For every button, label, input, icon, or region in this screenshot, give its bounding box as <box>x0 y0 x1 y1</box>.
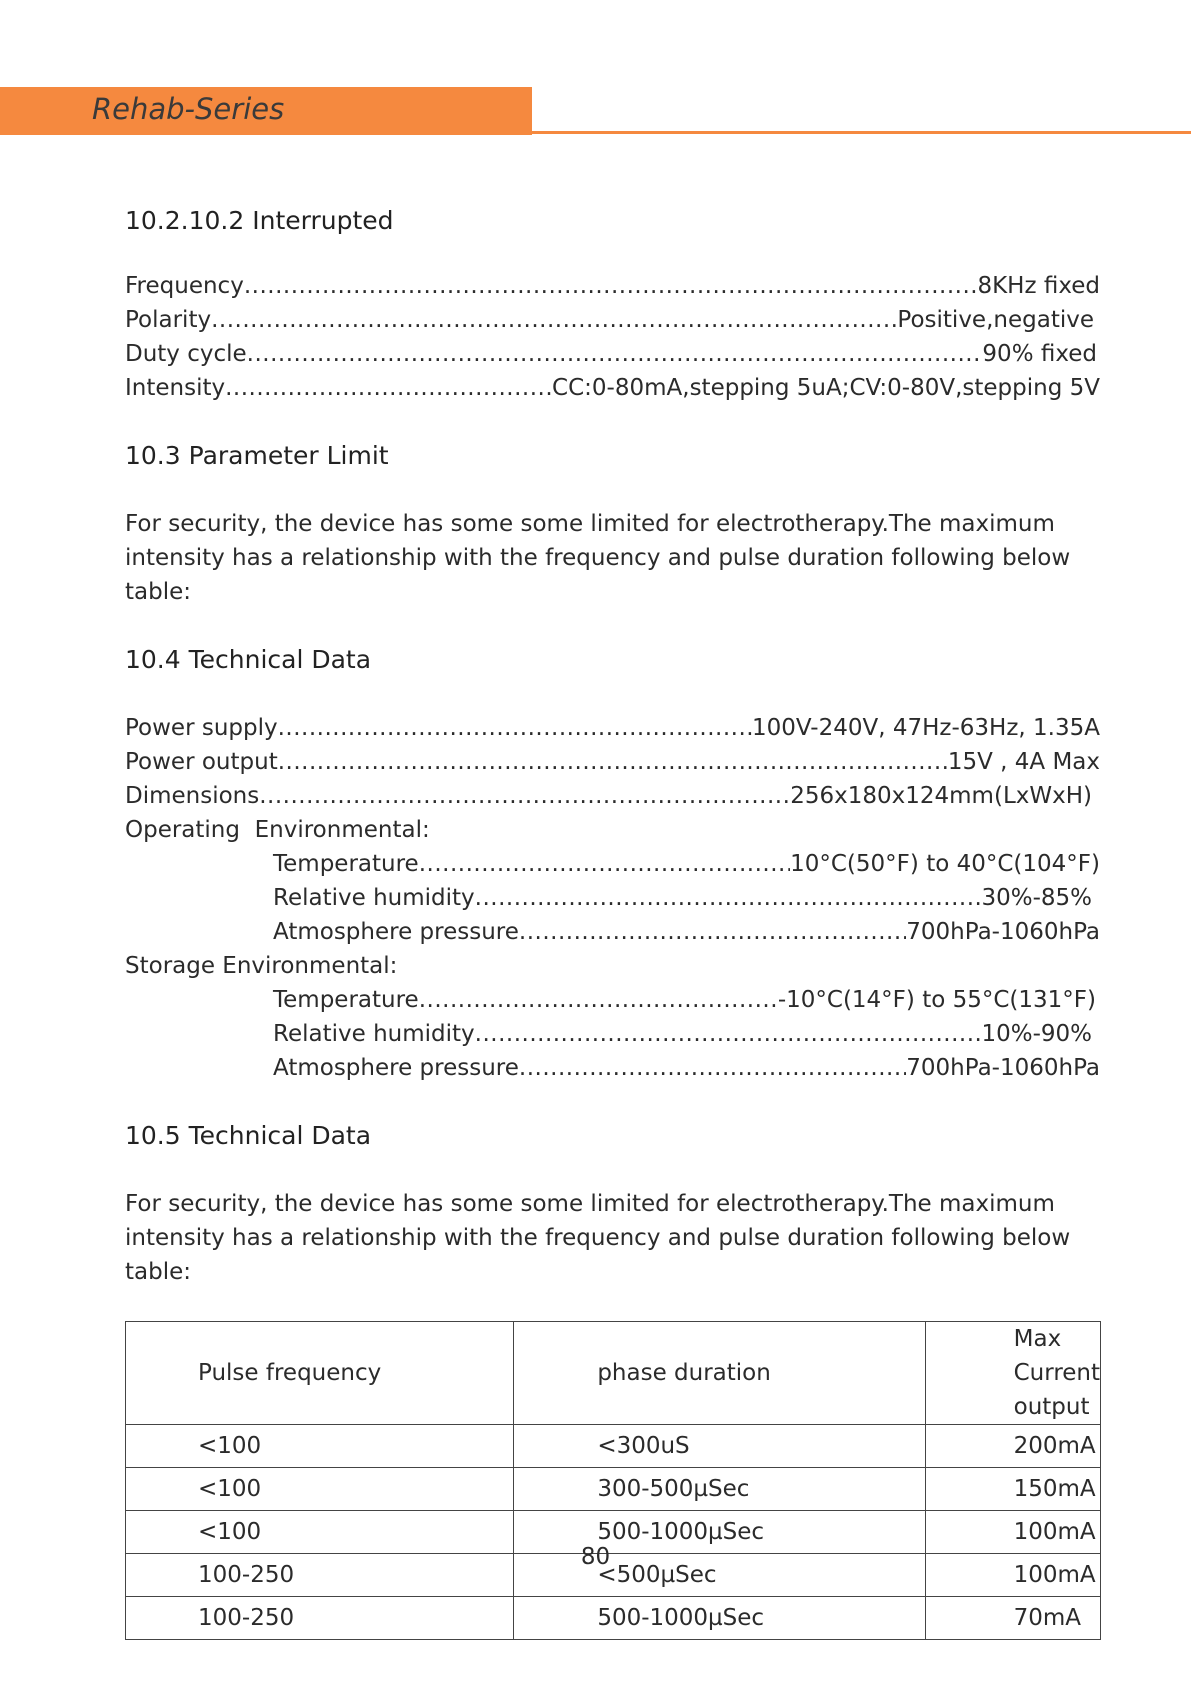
spec-row-power-output: Power output ..... 15V , 4A Max <box>125 745 1100 779</box>
table-cell: 300-500µSec <box>514 1468 925 1511</box>
table-cell: 100-250 <box>126 1597 514 1640</box>
paragraph-parameter-limit: For security, the device has some some limited for electrotherapy.The maximum intensity has a relationship with the frequency and pulse duration following below table: <box>125 511 1071 605</box>
section-heading-parameter-limit: 10.3 Parameter Limit <box>125 441 389 470</box>
spec-row-dimensions: Dimensions ..... 256x180x124mm(LxWxH) <box>125 779 1100 813</box>
table-cell: 500-1000µSec <box>514 1511 925 1554</box>
operating-environment-label: Operating Environmental: <box>125 817 430 843</box>
table-row <box>126 1597 1101 1640</box>
section-heading-technical-data: 10.4 Technical Data <box>125 645 372 674</box>
spec-row-storage-temperature: Temperature ..... -10°C(14°F) to 55°C(131°F) <box>125 983 1100 1017</box>
spec-row-polarity: Polarity ..... Positive,negative <box>125 303 1100 337</box>
table-header-cell: Pulse frequency <box>126 1322 514 1425</box>
section-heading-technical-data-2: 10.5 Technical Data <box>125 1121 372 1150</box>
table-cell: 500-1000µSec <box>514 1597 925 1640</box>
table-cell: <300uS <box>514 1425 925 1468</box>
spec-row-intensity: Intensity ..... CC:0-80mA,stepping 5uA;CV:0-80V,stepping 5V <box>125 371 1100 405</box>
spec-row-storage-pressure: Atmosphere pressure ..... 700hPa-1060hPa <box>125 1051 1100 1085</box>
page-number: 80 <box>580 1544 611 1570</box>
spec-row-operating-temperature: Temperature ..... 10°C(50°F) to 40°C(104°F) <box>125 847 1100 881</box>
section-heading-interrupted: 10.2.10.2 Interrupted <box>125 206 394 235</box>
spec-row-duty-cycle: Duty cycle ..... 90% fixed <box>125 337 1100 371</box>
table-cell: <100 <box>126 1468 514 1511</box>
table-cell: <100 <box>126 1511 514 1554</box>
table-cell: 100mA <box>925 1554 1100 1597</box>
paragraph-technical-data-2: For security, the device has some some limited for electrotherapy.The maximum intensity has a relationship with the frequency and pulse duration following below table: <box>125 1191 1071 1285</box>
spec-row-frequency: Frequency ..... 8KHz fixed <box>125 269 1100 303</box>
table-row <box>126 1468 1101 1511</box>
spec-row-operating-pressure: Atmosphere pressure ..... 700hPa-1060hPa <box>125 915 1100 949</box>
spec-row-storage-humidity: Relative humidity ..... 10%-90% <box>125 1017 1100 1051</box>
table-header-row <box>126 1322 1101 1425</box>
page-content <box>125 200 1100 1640</box>
table-cell: 100mA <box>925 1511 1100 1554</box>
table-cell: 200mA <box>925 1425 1100 1468</box>
header-rule <box>532 131 1191 134</box>
table-cell: <100 <box>126 1425 514 1468</box>
table-header-cell: phase duration <box>514 1322 925 1425</box>
spec-row-operating-humidity: Relative humidity ..... 30%-85% <box>125 881 1100 915</box>
current-limit-table <box>125 1321 1101 1640</box>
table-row <box>126 1425 1101 1468</box>
table-cell: <500µSec <box>514 1554 925 1597</box>
table-cell: 70mA <box>925 1597 1100 1640</box>
spec-row-power-supply: Power supply ..... 100V-240V, 47Hz-63Hz, 1.35A <box>125 711 1100 745</box>
table-cell: 150mA <box>925 1468 1100 1511</box>
table-cell: 100-250 <box>126 1554 514 1597</box>
storage-environment-label: Storage Environmental: <box>125 953 398 979</box>
header-title: Rehab-Series <box>92 92 285 126</box>
table-header-cell: Max Current output <box>925 1322 1100 1425</box>
